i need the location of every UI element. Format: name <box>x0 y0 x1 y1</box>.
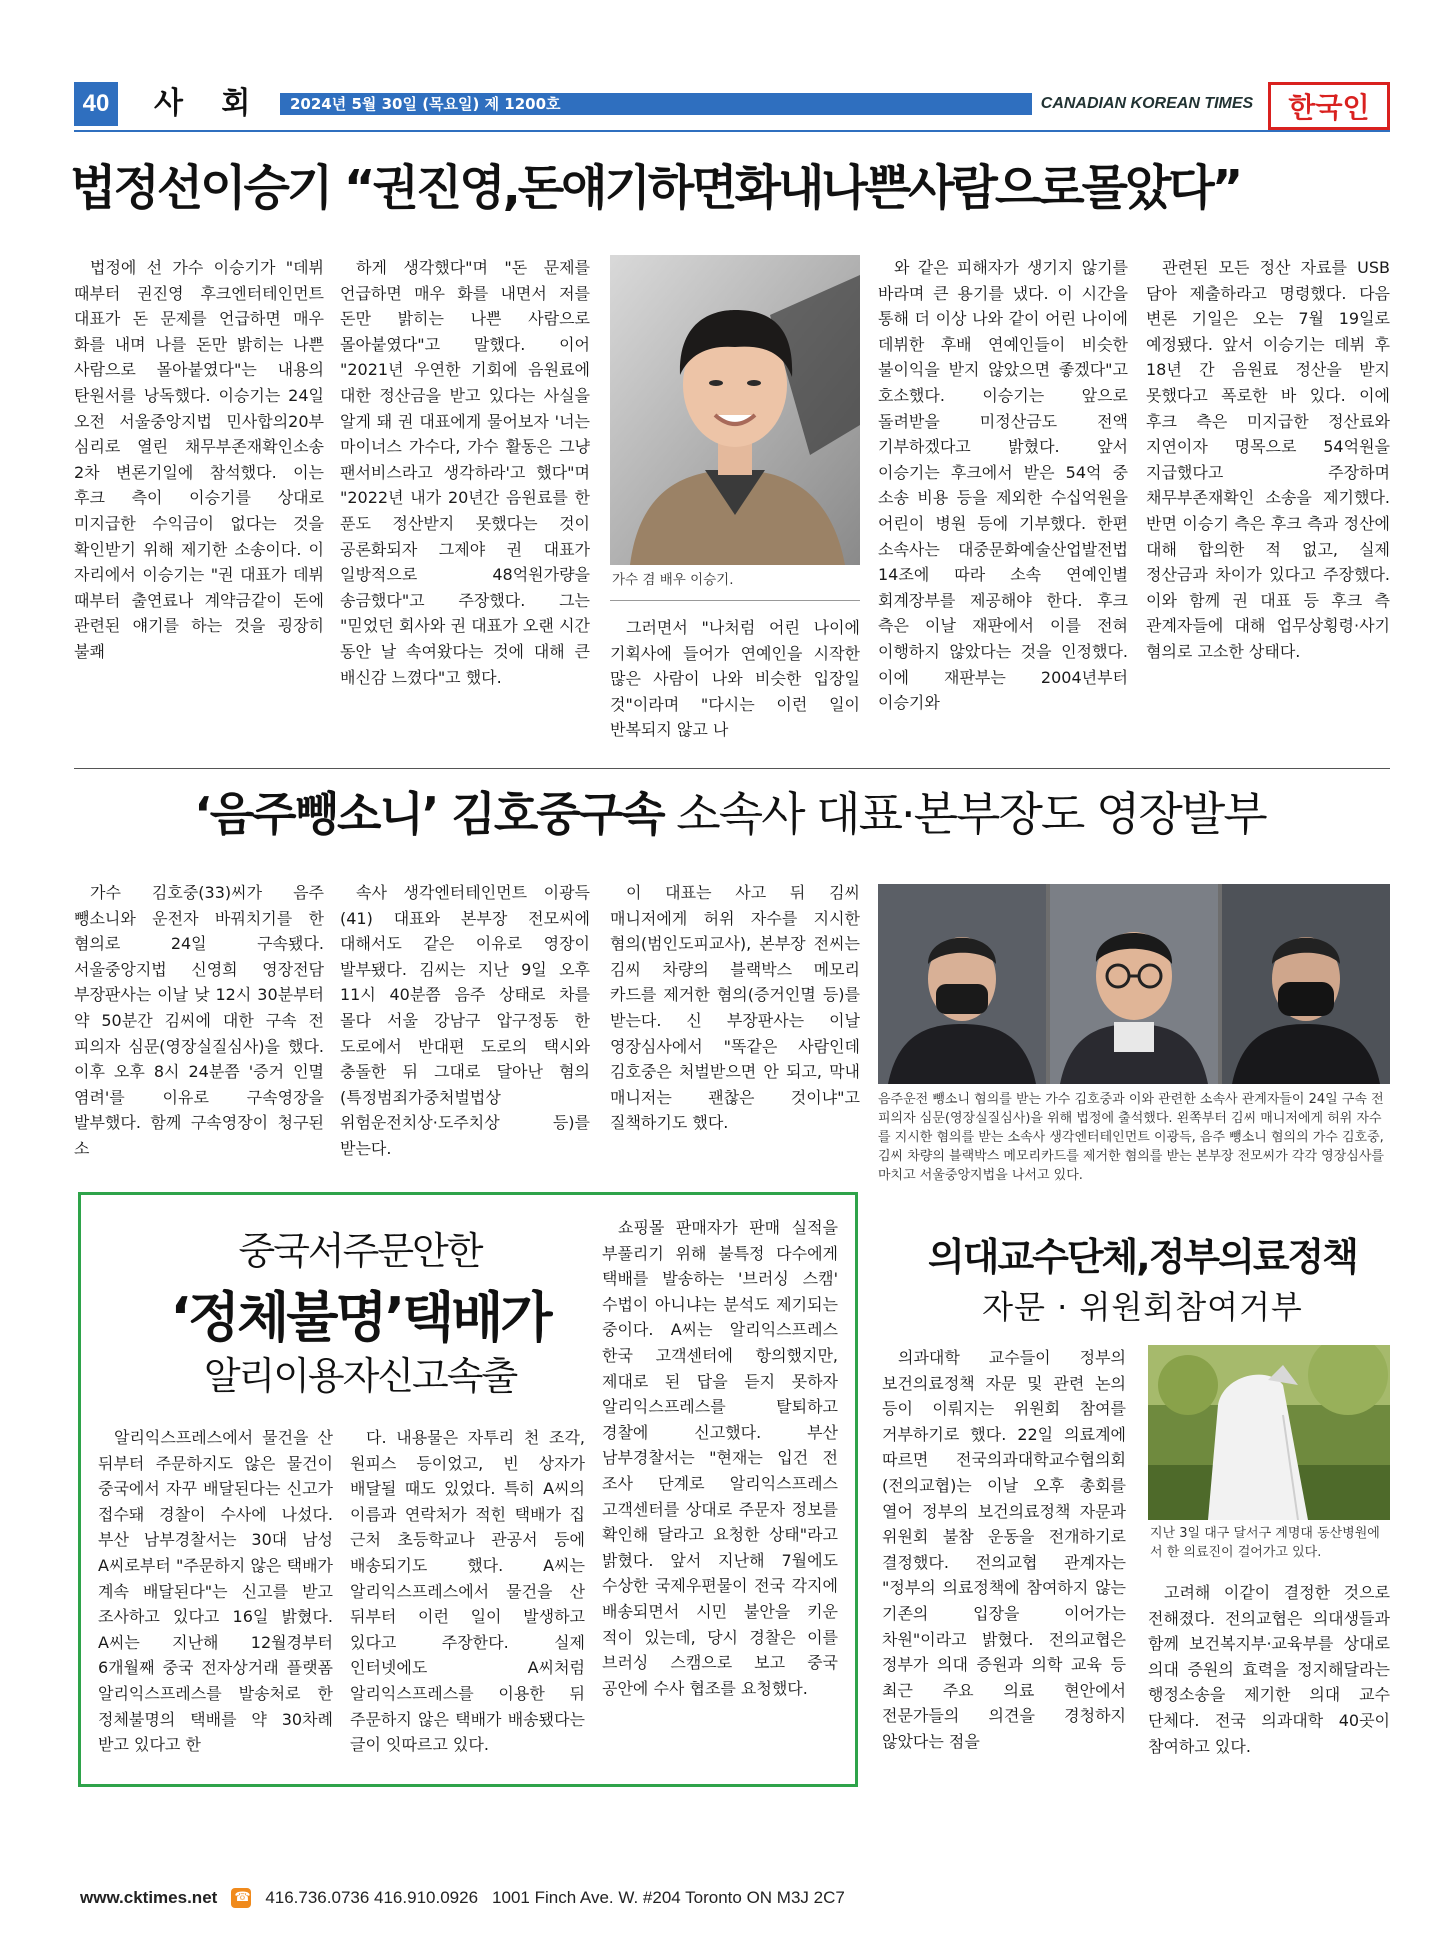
article3-title-line2: ‘정체불명’택배가 <box>170 1286 550 1349</box>
article1-col2: 하게 생각했다"며 "돈 문제를 언급하면 매우 화를 내면서 저를 돈만 밝히는 나쁜 사람으로 몰아붙였다"고 말했다. 이어 "2021년 우연한 기회에 음원료에 대한 정산금을 받고 있다는 사실을 알게 돼 권 대표에게 물어보자 '너는 마이너스 가수다, 가수 활동은 그냥 팬서비스라고 생각하라'고 했다"며 "2022년 내가 20년간 음원료를 한 푼도 정산받지 못했다는 것이 공론화되자 그제야 권 대표가 일방적으로 48억원가량을 송금했다"고 주장했다. 그는 "믿었던 회사와 권 대표가 오랜 시간 동안 날 속여왔다는 것에 대해 큰 배신감 느꼈다"고 했다. <box>340 258 590 687</box>
article1-photo <box>610 255 860 565</box>
caption-rule <box>610 600 860 601</box>
article2-col2: 속사 생각엔터테인먼트 이광득(41) 대표와 본부장 전모씨에 대해서도 같은 이유로 영장이 발부됐다. 김씨는 지난 9일 오후 11시 40분쯤 음주 상태로 차를 몰다 서울 강남구 압구정동 한 도로에서 반대편 도로의 택시와 충돌한 뒤 그대로 달아난 혐의(특정범죄가중처벌법상 위험운전치상·도주치상 등)를 받는다. <box>340 883 590 1158</box>
article1-headline: 법정선이승기 “권진영,돈얘기하면화내나쁜사람으로몰았다” <box>70 160 1241 216</box>
article-divider <box>74 768 1390 769</box>
phone-icon <box>231 1888 251 1908</box>
article4-col1: 의과대학 교수들이 정부의 보건의료정책 자문 및 관련 논의 등이 이뤄지는 위원회 참여를 거부하기로 했다. 22일 의료계에 따르면 전국의과대학교수협의회(전의교협)는 이날 오후 총회를 열어 정부의 보건의료정책 자문과 위원회 불참 운동을 전개하기로 결정했다. 전의교협 관계자는 "정부의 의료정책에 참여하지 않는 기존의 입장을 이어가는 차원"이라고 밝혔다. 전의교협은 정부가 의대 증원과 의학 교육 등 최근 주요 의료 현안에서 전문가들의 의견을 경청하지 않았다는 점을 <box>882 1348 1126 1751</box>
article3-col3: 쇼핑몰 판매자가 판매 실적을 부풀리기 위해 불특정 다수에게 택배를 발송하는 '브러싱 스캠' 수법이 아니냐는 분석도 제기되는 중이다. A씨는 알리익스프레스 한국 고객센터에 항의했지만, 제대로 된 답을 듣지 못하자 알리익스프레스를 탈퇴하고 경찰에 신고했다. 부산 남부경찰서는 "현재는 입건 전 조사 단계로 알리익스프레스 고객센터를 상대로 주문자 정보를 확인해 달라고 요청한 상태"라고 밝혔다. 앞서 지난해 7월에도 수상한 국제우편물이 전국 각지에 배송되면서 시민 불안을 키운 적이 있는데, 당시 경찰은 이를 브러싱 스캠으로 보고 중국 공안에 수사 협조를 요청했다. <box>602 1218 838 1698</box>
footer-phones: 416.736.0736 416.910.0926 <box>265 1888 479 1907</box>
paper-name-en: CANADIAN KOREAN TIMES <box>1032 93 1262 115</box>
date-issue-bar: 2024년 5월 30일 (목요일) 제 1200호 <box>280 93 1032 115</box>
article4-headline-line1: 의대교수단체,정부의료정책 <box>928 1235 1357 1279</box>
article3-col2: 다. 내용물은 자투리 천 조각, 원피스 등이었고, 빈 상자가 배달될 때도 있었다. 특히 A씨의 이름과 연락처가 적힌 택배가 집 근처 초등학교나 관공서 등에 배송되기도 했다. A씨는 알리익스프레스에서 물건을 산 뒤부터 이런 일이 발생하고 있다고 주장한다. 실제 인터넷에도 A씨처럼 알리익스프레스를 이용한 뒤 주문하지 않은 택배가 배송됐다는 글이 잇따르고 있다. <box>350 1428 585 1755</box>
header-rule <box>74 130 1390 132</box>
article4-col2: 고려해 이같이 결정한 것으로 전해졌다. 전의교협은 의대생들과 함께 보건복지부·교육부를 상대로 의대 증원의 효력을 정지해달라는 행정소송을 제기한 의대 교수 단체다. 전국 의과대학 40곳이 참여하고 있다. <box>1148 1583 1390 1756</box>
article2-photo <box>878 884 1390 1084</box>
article2-col1: 가수 김호중(33)씨가 음주 뺑소니와 운전자 바꿔치기를 한 혐의로 24일 구속됐다. 서울중앙지법 신영희 영장전담 부장판사는 이날 낮 12시 30분부터 약 50분간 김씨에 대한 구속 전 피의자 심문(영장실질심사)을 했다. 이후 오후 8시 24분쯤 '증거 인멸 염려'를 이유로 구속영장을 발부했다. 함께 구속영장이 청구된 소 <box>74 883 324 1158</box>
article4-photo <box>1148 1345 1390 1520</box>
footer <box>80 1888 845 1908</box>
article2-headline-rest: 소속사 대표·본부장도 영장발부 <box>663 787 1266 841</box>
paper-logo <box>1268 82 1390 130</box>
footer-url[interactable]: www.cktimes.net <box>80 1888 218 1907</box>
article1-photo-caption: 가수 겸 배우 이승기. <box>612 572 734 588</box>
article1-col3: 그러면서 "나처럼 어린 나이에 기획사에 들어가 연예인을 시작한 많은 사람이 나와 비슷한 입장일 것"이라며 "다시는 이런 일이 반복되지 않고 나 <box>610 618 860 740</box>
section-title: 사 회 <box>154 86 265 121</box>
portrait-image <box>610 255 860 565</box>
article1-col5: 관련된 모든 정산 자료를 USB 담아 제출하라고 명령했다. 다음 변론 기일은 오는 7월 19일로 예정됐다. 앞서 이승기는 데뷔 후 18년 간 음원료 정산을 받지 못했다고 폭로한 바 있다. 이에 후크 측은 미지급한 정산료와 지연이자 명목으로 54억원을 지급했다고 주장하며 채무부존재확인 소송을 제기했다. 반면 이승기 측은 후크 측과 정산에 대해 합의한 적 없고, 실제 정산금과 차이가 있다고 주장했다. 이와 함께 권 대표 등 후크 측 관계자들에 대해 업무상횡령·사기 혐의로 고소한 상태다. <box>1146 258 1390 661</box>
article3-title-line1: 중국서주문안한 <box>238 1229 482 1273</box>
article1-col1: 법정에 선 가수 이승기가 "데뷔 때부터 권진영 후크엔터테인먼트 대표가 돈 문제를 언급하면 매우 화를 내며 나를 돈만 밝히는 나쁜 사람으로 몰아붙였다"는 내용의 탄원서를 낭독했다. 이승기는 24일 오전 서울중앙지법 민사합의20부 심리로 열린 채무부존재확인소송 2차 변론기일에 참석했다. 이는 후크 측이 이승기를 상대로 미지급한 수익금이 없다는 것을 확인받기 위해 제기한 소송이다. 이 자리에서 이승기는 "권 대표가 데뷔 때부터 출연료나 계약금같이 돈에 관련된 얘기를 하는 것을 굉장히 불쾌 <box>74 258 324 661</box>
page-number: 40 <box>74 82 118 126</box>
hospital-photo-image <box>1148 1345 1390 1520</box>
article3-title-line3: 알리이용자신고속출 <box>203 1354 517 1398</box>
logo-text: 한국인 <box>1288 91 1370 124</box>
footer-address: 1001 Finch Ave. W. #204 Toronto ON M3J 2C7 <box>492 1888 845 1907</box>
court-photo-image <box>878 884 1390 1084</box>
article1-col4: 와 같은 피해자가 생기지 않기를 바라며 큰 용기를 냈다. 이 시간을 통해 더 이상 나와 같이 어린 나이에 데뷔한 후배 연예인들이 비슷한 불이익을 받지 않았으면 좋겠다"고 호소했다. 이승기는 앞으로 돌려받을 미정산금도 전액 기부하겠다고 밝혔다. 앞서 이승기는 후크에서 받은 54억 중 소송 비용 등을 제외한 수십억원을 어린이 병원 등에 기부했다. 한편 소속사는 대중문화예술산업발전법 14조에 따라 소속 연예인별 회계장부를 제공해야 한다. 후크 측은 이날 재판에서 이를 전혀 이행하지 않았다는 것을 인정했다. 이에 재판부는 2004년부터 이승기와 <box>878 258 1128 713</box>
article2-headline <box>70 784 1390 844</box>
article4-headline-line2: 자문 · 위원회참여거부 <box>982 1288 1303 1326</box>
article2-col3: 이 대표는 사고 뒤 김씨 매니저에게 허위 자수를 지시한 혐의(범인도피교사), 본부장 전씨는 김씨 차량의 블랙박스 메모리 카드를 제거한 혐의(증거인멸 등)를 받는다. 신 부장판사는 이날 영장심사에서 "똑같은 사람인데 김호중은 처벌받으면 안 되고, 막내 매니저는 괜찮은 것이냐"고 질책하기도 했다. <box>610 883 860 1133</box>
article4-photo-caption: 지난 3일 대구 달서구 계명대 동산병원에서 한 의료진이 걸어가고 있다. <box>1150 1526 1380 1560</box>
article2-headline-bold: ‘음주뺑소니’ 김호중구속 <box>194 787 664 841</box>
article2-photo-caption: 음주운전 뺑소니 혐의를 받는 가수 김호중과 이와 관련한 소속사 관계자들이 24일 구속 전 피의자 심문(영장실질심사)을 위해 법정에 출석했다. 왼쪽부터 김씨 매니저에게 허위 자수를 지시한 혐의를 받는 소속사 생각엔터테인먼트 이광득, 음주 뺑소니 혐의의 가수 김호중, 김씨 차량의 블랙박스 메모리카드를 제거한 혐의를 받는 본부장 전모씨가 각각 영장심사를 마치고 서울중앙지법을 나서고 있다. <box>878 1092 1384 1183</box>
article3-col1: 알리익스프레스에서 물건을 산 뒤부터 주문하지도 않은 물건이 중국에서 자꾸 배달된다는 신고가 접수돼 경찰이 수사에 나섰다. 부산 남부경찰서는 30대 남성 A씨로부터 "주문하지 않은 택배가 계속 배달된다"는 신고를 받고 조사하고 있다고 16일 밝혔다. A씨는 지난해 12월경부터 6개월째 중국 전자상거래 플랫폼 알리익스프레스를 발송처로 한 정체불명의 택배를 약 30차례 받고 있다고 한 <box>98 1428 333 1755</box>
